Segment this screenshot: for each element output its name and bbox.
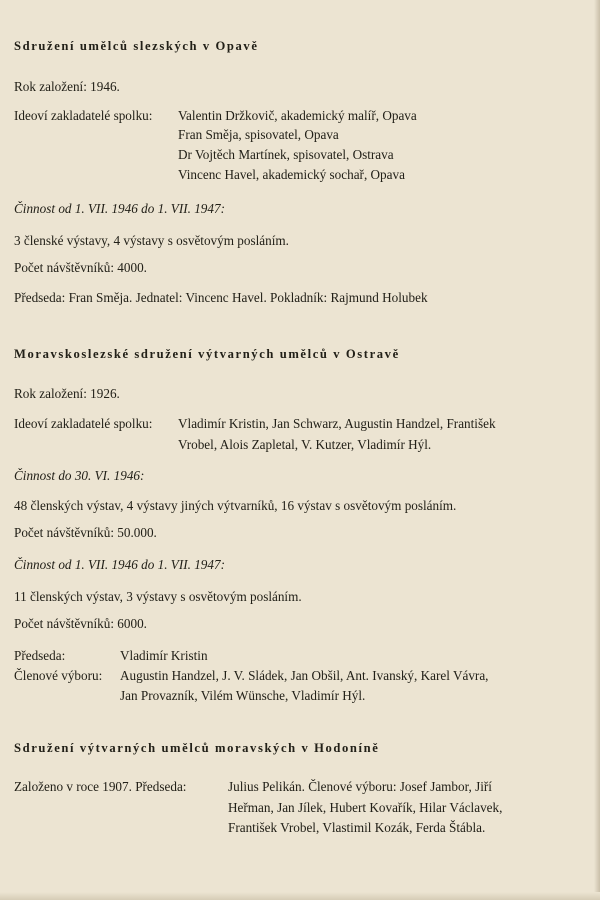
section-1-founder: Dr Vojtěch Martínek, spisovatel, Ostrava <box>178 147 394 162</box>
section-1-founder: Valentin Držkovič, akademický malíř, Opava <box>178 108 417 123</box>
section-2-activity1: 48 členských výstav, 4 výstavy jiných výtvarníků, 16 výstav s osvětovým posláním. <box>14 498 457 513</box>
section-2-founders-label: Ideoví zakladatelé spolku: <box>14 416 153 431</box>
section-1-activity: 3 členské výstavy, 4 výstavy s osvětovým posláním. <box>14 233 289 248</box>
section-2-visitors2: Počet návštěvníků: 6000. <box>14 616 147 631</box>
section-1-founded: Rok založení: 1946. <box>14 79 120 94</box>
page-bottom-edge <box>0 892 600 900</box>
section-1-founder: Fran Směja, spisovatel, Opava <box>178 127 339 142</box>
section-3-line: Heřman, Jan Jílek, Hubert Kovařík, Hilar Václavek, <box>228 800 503 815</box>
section-2-chair: Vladimír Kristin <box>120 648 208 663</box>
section-2-activity2: 11 členských výstav, 3 výstavy s osvětovým posláním. <box>14 589 302 604</box>
section-3-heading: Sdružení výtvarných umělců moravských v Hodoníně <box>14 741 380 755</box>
section-3-line: František Vrobel, Vlastimil Kozák, Ferda Štábla. <box>228 820 486 835</box>
section-1-activity-heading: Činnost od 1. VII. 1946 do 1. VII. 1947: <box>14 201 225 216</box>
section-2-founder-line: Vladimír Kristin, Jan Schwarz, Augustin Handzel, František <box>178 416 496 431</box>
section-2-activity1-heading: Činnost do 30. VI. 1946: <box>14 468 145 483</box>
section-2-committee-line: Augustin Handzel, J. V. Sládek, Jan Obšil, Ant. Ivanský, Karel Vávra, <box>120 668 489 683</box>
page-edge-shadow <box>594 0 600 900</box>
section-2-heading: Moravskoslezské sdružení výtvarných umělců v Ostravě <box>14 347 400 361</box>
section-1-founders-label: Ideoví zakladatelé spolku: <box>14 108 153 123</box>
section-2-activity2-heading: Činnost od 1. VII. 1946 do 1. VII. 1947: <box>14 557 225 572</box>
section-1-founder: Vincenc Havel, akademický sochař, Opava <box>178 167 405 182</box>
section-2-chair-label: Předseda: <box>14 648 66 663</box>
section-1-officers: Předseda: Fran Směja. Jednatel: Vincenc Havel. Pokladník: Rajmund Holubek <box>14 290 428 305</box>
section-3-line: Julius Pelikán. Členové výboru: Josef Jambor, Jiří <box>228 779 492 794</box>
section-2-founder-line: Vrobel, Alois Zapletal, V. Kutzer, Vladimír Hýl. <box>178 437 432 452</box>
section-2-committee-line: Jan Provazník, Vilém Wünsche, Vladimír Hýl. <box>120 688 366 703</box>
section-1-visitors: Počet návštěvníků: 4000. <box>14 260 147 275</box>
section-2-committee-label: Členové výboru: <box>14 668 103 683</box>
section-2-founded: Rok založení: 1926. <box>14 386 120 401</box>
section-2-visitors1: Počet návštěvníků: 50.000. <box>14 525 157 540</box>
section-1-heading: Sdružení umělců slezských v Opavě <box>14 39 259 53</box>
section-3-intro: Založeno v roce 1907. Předseda: <box>14 779 187 794</box>
